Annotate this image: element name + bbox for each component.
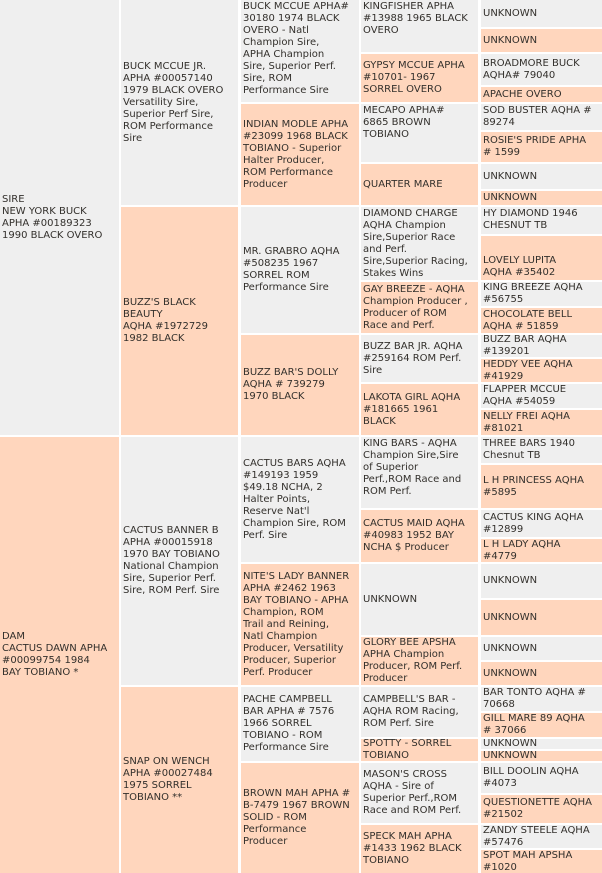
- gen2-cell-1: [121, 0, 238, 205]
- gen2-cell-4: [121, 687, 238, 873]
- gen5-text-26: GILL MARE 89 AQHA # 37066: [483, 713, 585, 736]
- gen4-text-12: GLORY BEE APSHA APHA Champion Producer, ROM Perf. Producer: [363, 637, 463, 684]
- gen4-text-6: GAY BREEZE - AQHA Champion Producer , Producer of ROM Race and Perf.: [363, 283, 468, 331]
- gen5-text-1: UNKNOWN: [483, 7, 538, 19]
- gen4-text-3: MECAPO APHA# 6865 BROWN TOBIANO: [363, 105, 445, 140]
- gen5-cell-8: [481, 191, 602, 205]
- gen5-cell-30: [481, 795, 602, 823]
- gen3-text-4: BUZZ BAR'S DOLLY AQHA # 739279 1970 BLACK: [243, 367, 339, 402]
- gen5-cell-24: [481, 662, 602, 685]
- gen3-cell-7: [241, 687, 359, 761]
- gen5-text-5: SOD BUSTER AQHA # 89274: [483, 105, 592, 128]
- gen4-text-14: SPOTTY - SORREL TOBIANO: [363, 739, 452, 761]
- gen5-cell-31: [481, 825, 602, 848]
- gen5-cell-13: [481, 335, 602, 357]
- gen4-cell-14: [361, 739, 478, 761]
- gen3-cell-2: [241, 104, 359, 205]
- gen5-text-13: BUZZ BAR AQHA #139201: [483, 335, 567, 357]
- gen5-text-12: CHOCOLATE BELL AQHA # 51859: [483, 308, 573, 332]
- gen3-text-1: BUCK MCCUE APHA# 30180 1974 BLACK OVERO - Natl Champion Sire, APHA Champion Sire, Superior Perf. Sire, ROM Performance Sire: [243, 1, 349, 96]
- gen5-cell-27: [481, 739, 602, 749]
- gen3-text-7: PACHE CAMPBELL BAR APHA # 7576 1966 SORREL TOBIANO - ROM Performance Sire: [243, 694, 335, 753]
- gen5-cell-3: [481, 54, 602, 85]
- gen3-cell-6: [241, 564, 359, 685]
- gen5-text-30: QUESTIONETTE AQHA #21502: [483, 797, 593, 820]
- gen4-cell-15: [361, 763, 478, 823]
- gen3-cell-5: [241, 437, 359, 562]
- gen4-cell-6: [361, 282, 478, 333]
- gen5-text-17: THREE BARS 1940 Chesnut TB: [483, 438, 576, 461]
- gen5-cell-19: [481, 510, 602, 537]
- gen4-cell-13: [361, 687, 478, 737]
- gen2-text-2: BUZZ'S BLACK BEAUTY AQHA #1972729 1982 BLACK: [123, 297, 208, 344]
- gen5-text-28: UNKNOWN: [483, 751, 538, 761]
- gen5-text-15: FLAPPER MCCUE AQHA #54059: [483, 384, 567, 407]
- gen5-text-24: UNKNOWN: [483, 667, 538, 679]
- gen4-text-9: KING BARS - AQHA Champion Sire,Sire of Superior Perf.,ROM Race and ROM Perf.: [363, 438, 462, 497]
- gen3-cell-4: [241, 335, 359, 435]
- gen4-cell-2: [361, 54, 478, 102]
- gen5-cell-9: [481, 207, 602, 234]
- gen3-text-8: BROWN MAH APHA # B-7479 1967 BROWN SOLID - ROM Performance Producer: [243, 788, 351, 847]
- gen5-text-21: UNKNOWN: [483, 575, 538, 586]
- gen5-text-20: L H LADY AQHA #4779: [483, 539, 561, 562]
- gen3-cell-8: [241, 763, 359, 873]
- gen4-cell-11: [361, 564, 478, 635]
- gen5-cell-7: [481, 164, 602, 189]
- gen5-cell-32: [481, 850, 602, 873]
- gen4-cell-4: [361, 164, 478, 205]
- gen4-text-2: GYPSY MCCUE APHA #10701- 1967 SORREL OVERO: [363, 60, 465, 95]
- gen2-text-1: BUCK MCCUE JR. APHA #00057140 1979 BLACK OVERO Versatility Sire, Superior Perf Sire, ROM Performance Sire: [123, 60, 224, 144]
- gen5-cell-10: [481, 236, 602, 280]
- gen4-cell-7: [361, 335, 478, 382]
- gen5-text-14: HEDDY VEE AQHA #41929: [483, 359, 573, 382]
- gen3-cell-1: [241, 0, 359, 102]
- gen5-cell-11: [481, 282, 602, 306]
- gen5-text-10: LOVELY LUPITA AQHA #35402: [483, 255, 557, 278]
- gen4-cell-10: [361, 510, 478, 562]
- gen3-text-6: NITE'S LADY BANNER APHA #2462 1963 BAY TOBIANO - APHA Champion, ROM Trail and Reining, Natl Champion Producer, Versatility Producer, Superior Perf. Producer: [243, 570, 350, 678]
- gen2-text-4: SNAP ON WENCH APHA #00027484 1975 SORREL TOBIANO **: [123, 756, 213, 803]
- gen4-text-1: KINGFISHER APHA #13988 1965 BLACK OVERO: [363, 1, 468, 36]
- gen5-cell-2: [481, 29, 602, 52]
- gen5-cell-6: [481, 132, 602, 162]
- gen5-cell-21: [481, 564, 602, 598]
- gen5-text-2: UNKNOWN: [483, 34, 538, 46]
- gen5-text-27: UNKNOWN: [483, 739, 538, 749]
- gen5-cell-17: [481, 437, 602, 463]
- gen3-cell-3: [241, 207, 359, 333]
- gen4-text-7: BUZZ BAR JR. AQHA #259164 ROM Perf. Sire: [363, 340, 463, 376]
- gen5-text-3: BROADMORE BUCK AQHA# 79040: [483, 57, 580, 81]
- gen5-cell-29: [481, 763, 602, 793]
- dam-text: DAM CACTUS DAWN APHA #00099754 1984 BAY TOBIANO *: [2, 631, 108, 678]
- gen4-text-11: UNKNOWN: [363, 593, 418, 605]
- gen4-cell-12: [361, 637, 478, 685]
- gen3-text-2: INDIAN MODLE APHA #23099 1968 BLACK TOBIANO - Superior Halter Producer, ROM Performance Producer: [243, 118, 349, 190]
- gen4-text-16: SPECK MAH APHA #1433 1962 BLACK TOBIANO: [363, 831, 462, 866]
- gen5-text-18: L H PRINCESS AQHA #5895: [483, 474, 584, 498]
- gen5-cell-12: [481, 308, 602, 333]
- gen5-text-8: UNKNOWN: [483, 192, 538, 203]
- gen5-cell-22: [481, 600, 602, 635]
- gen2-cell-2: [121, 207, 238, 435]
- gen5-text-9: HY DIAMOND 1946 CHESNUT TB: [483, 208, 578, 231]
- gen4-cell-9: [361, 437, 478, 508]
- gen5-text-11: KING BREEZE AQHA #56755: [483, 282, 583, 305]
- gen5-cell-14: [481, 359, 602, 382]
- gen3-text-5: CACTUS BARS AQHA #149193 1959 $49.18 NCHA, 2 Halter Points, Reserve Nat'l Champion Sire, ROM Perf. Sire: [243, 457, 346, 541]
- gen2-text-3: CACTUS BANNER B APHA #00015918 1970 BAY TOBIANO National Champion Sire, Superior Perf. Sire, ROM Perf. Sire: [123, 525, 220, 596]
- gen5-cell-4: [481, 87, 602, 102]
- gen5-cell-5: [481, 104, 602, 130]
- gen4-cell-5: [361, 207, 478, 280]
- gen5-cell-18: [481, 465, 602, 508]
- gen4-cell-16: [361, 825, 478, 873]
- gen4-cell-8: [361, 384, 478, 435]
- gen5-cell-20: [481, 539, 602, 562]
- gen4-text-10: CACTUS MAID AQHA #40983 1952 BAY NCHA $ Producer: [363, 518, 465, 553]
- gen4-text-15: MASON'S CROSS AQHA - Sire of Superior Perf.,ROM Race and ROM Perf.: [363, 769, 462, 816]
- gen5-cell-25: [481, 687, 602, 711]
- gen5-cell-28: [481, 751, 602, 761]
- gen5-cell-26: [481, 713, 602, 737]
- gen5-text-6: ROSIE'S PRIDE APHA # 1599: [483, 135, 587, 158]
- gen4-text-13: CAMPBELL'S BAR - AQHA ROM Racing, ROM Perf. Sire: [363, 694, 459, 729]
- gen5-cell-15: [481, 384, 602, 408]
- gen3-text-3: MR. GRABRO AQHA #508235 1967 SORREL ROM Performance Sire: [243, 246, 340, 293]
- gen5-text-32: SPOT MAH APSHA #1020: [483, 850, 573, 873]
- gen5-text-29: BILL DOOLIN AQHA #4073: [483, 766, 579, 789]
- gen2-cell-3: [121, 437, 238, 685]
- gen5-text-31: ZANDY STEELE AQHA #57476: [483, 825, 590, 848]
- gen5-cell-16: [481, 410, 602, 435]
- gen5-text-7: UNKNOWN: [483, 170, 538, 182]
- dam-cell: [0, 437, 119, 873]
- gen5-text-22: UNKNOWN: [483, 611, 538, 623]
- sire-text: SIRE NEW YORK BUCK APHA #00189323 1990 BLACK OVERO: [2, 193, 103, 241]
- gen4-text-5: DIAMOND CHARGE AQHA Champion Sire,Superior Race and Perf. Sire,Superior Racing, Stakes Wins: [363, 208, 468, 279]
- gen5-text-4: APACHE OVERO: [483, 88, 562, 100]
- gen5-text-19: CACTUS KING AQHA #12899: [483, 511, 584, 535]
- gen4-cell-1: [361, 0, 478, 52]
- gen5-cell-23: [481, 637, 602, 660]
- gen5-text-16: NELLY FREI AQHA #81021: [483, 410, 570, 434]
- gen4-text-8: LAKOTA GIRL AQHA #181665 1961 BLACK: [363, 391, 461, 427]
- gen5-text-23: UNKNOWN: [483, 642, 538, 654]
- gen4-text-4: QUARTER MARE: [363, 178, 443, 190]
- sire-cell: [0, 0, 119, 435]
- gen4-cell-3: [361, 104, 478, 162]
- gen5-text-25: BAR TONTO AQHA # 70668: [483, 687, 586, 710]
- gen5-cell-1: [481, 0, 602, 27]
